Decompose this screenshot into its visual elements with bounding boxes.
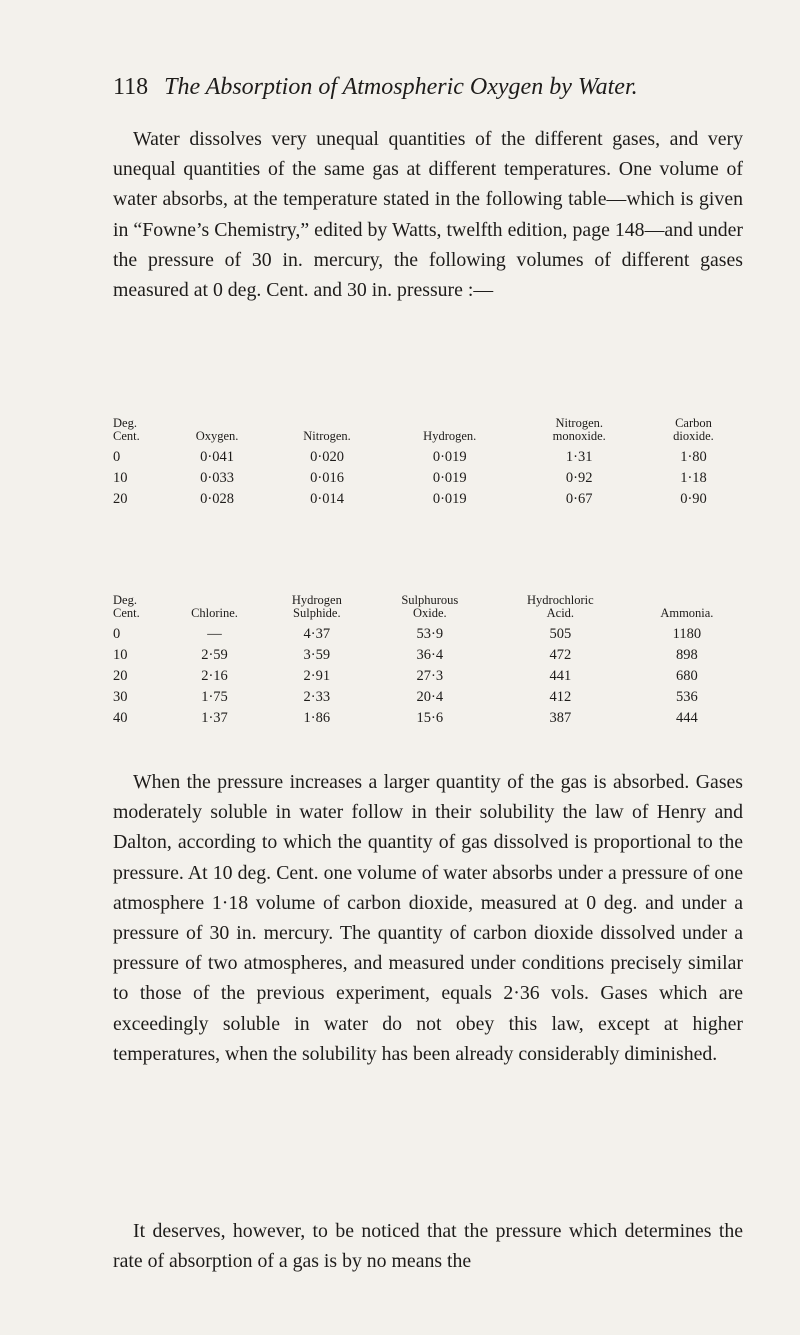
col-header-ammonia: Ammonia.	[660, 606, 714, 620]
cell-value: 0·016	[310, 470, 344, 486]
col-header-deg: Deg. Cent.	[113, 416, 140, 443]
cell-value: 441	[549, 668, 572, 684]
cell-value: —	[207, 626, 222, 642]
cell-value: 0·033	[200, 470, 234, 486]
cell-value: 0·019	[432, 470, 467, 486]
cell-value: 36·4	[416, 647, 444, 663]
cell-value: 4·37	[303, 626, 331, 642]
cell-deg: 0	[113, 449, 121, 465]
col-header-chlorine: Chlorine.	[191, 606, 238, 620]
cell-value: 444	[676, 710, 698, 726]
table-row	[113, 624, 743, 645]
cell-deg: 0	[113, 626, 121, 642]
table-body	[113, 447, 743, 510]
cell-value: 472	[549, 647, 572, 663]
paragraph-henry-dalton: When the pressure increases a larger quantity of the gas is absorbed. Gases moderately soluble in water follow in their solubility the law of Henry and Dalton, according to which the quantity of gas dissolved is proportional to the pressure. At 10 deg. Cent. one volume of water absorbs under a pressure of one atmosphere 1·18 volume of carbon dioxide, measured at 0 deg. and under a pressure of 30 in. mercury. The quantity of carbon dioxide dissolved under a pressure of two atmospheres, and measured under conditions precisely similar to those of the previous experiment, equals 2·36 vols. Gases which are exceedingly soluble in water do not obey this law, except at higher temperatures, when the solubility has been already considerably diminished.	[113, 771, 743, 1065]
col-header-hydrochloric-acid: Hydrochloric Acid.	[527, 593, 594, 620]
cell-value: 0·019	[432, 491, 467, 507]
cell-value: 2·59	[201, 647, 228, 663]
col-header-deg: Deg. Cent.	[113, 593, 140, 620]
cell-value: 0·92	[565, 470, 593, 486]
cell-value: 2·91	[303, 668, 331, 684]
cell-value: 898	[676, 647, 698, 663]
col-header-nitrogen: Nitrogen.	[303, 429, 351, 443]
cell-value: 505	[549, 626, 572, 642]
cell-value: 27·3	[416, 668, 444, 684]
table-row	[113, 687, 743, 708]
cell-deg: 20	[113, 491, 128, 507]
cell-deg: 10	[113, 647, 128, 663]
cell-value: 0·028	[200, 491, 234, 507]
cell-value: 536	[676, 689, 698, 705]
table-row	[113, 489, 743, 510]
cell-value: 387	[549, 710, 572, 726]
table-row	[113, 666, 743, 687]
cell-value: 1·18	[680, 470, 707, 486]
solubility-table-1	[113, 417, 743, 510]
table-header-row	[113, 594, 743, 624]
cell-value: 1·37	[201, 710, 228, 726]
col-header-carbon-dioxide: Carbon dioxide.	[673, 416, 714, 443]
table-body	[113, 624, 743, 729]
solubility-table-2	[113, 594, 743, 729]
table-row	[113, 468, 743, 489]
col-header-hydrogen-sulphide: Hydrogen Sulphide.	[291, 593, 342, 620]
col-header-oxygen: Oxygen.	[195, 429, 239, 443]
cell-value: 1·75	[201, 689, 228, 705]
table-row	[113, 447, 743, 468]
cell-value: 1·31	[565, 449, 593, 465]
table-row	[113, 708, 743, 729]
cell-value: 1·80	[680, 449, 707, 465]
col-header-sulphurous-oxide: Sulphurous Oxide.	[401, 593, 459, 620]
cell-value: 0·014	[310, 491, 344, 507]
paragraph-intro: Water dissolves very unequal quantities of the different gases, and very unequal quantities of the same gas at different temperatures. One volume of water absorbs, at the temperature stated in the following table—which is given in “Fowne’s Chemistry,” edited by Watts, twelfth edition, page 148—and under the pressure of 30 in. mercury, the following volumes of different gases measured at 0 deg. Cent. and 30 in. pressure :—	[113, 128, 743, 302]
cell-deg: 20	[113, 668, 128, 684]
cell-value: 2·33	[303, 689, 331, 705]
cell-deg: 30	[113, 689, 128, 705]
cell-value: 20·4	[416, 689, 444, 705]
cell-value: 53·9	[416, 626, 444, 642]
col-header-nitrogen-monoxide: Nitrogen. monoxide.	[552, 416, 606, 443]
cell-value: 1·86	[303, 710, 331, 726]
cell-value: 0·67	[565, 491, 593, 507]
page-number: 118	[113, 74, 149, 100]
page-header	[113, 74, 740, 101]
running-title: The Absorption of Atmospheric Oxygen by Water.	[164, 74, 638, 100]
cell-value: 3·59	[303, 647, 331, 663]
cell-value: 0·90	[680, 491, 707, 507]
cell-value: 412	[549, 689, 572, 705]
cell-deg: 40	[113, 710, 128, 726]
cell-value: 0·019	[432, 449, 467, 465]
paragraph-continuation: It deserves, however, to be noticed that the pressure which determines the rate of absorption of a gas is by no means the	[113, 1220, 743, 1273]
table-row	[113, 645, 743, 666]
cell-value: 0·041	[200, 449, 234, 465]
table-header-row	[113, 417, 743, 447]
cell-deg: 10	[113, 470, 128, 486]
cell-value: 1180	[672, 626, 702, 642]
col-header-hydrogen: Hydrogen.	[423, 429, 477, 443]
cell-value: 15·6	[416, 710, 444, 726]
cell-value: 680	[676, 668, 698, 684]
cell-value: 0·020	[310, 449, 344, 465]
cell-value: 2·16	[201, 668, 228, 684]
